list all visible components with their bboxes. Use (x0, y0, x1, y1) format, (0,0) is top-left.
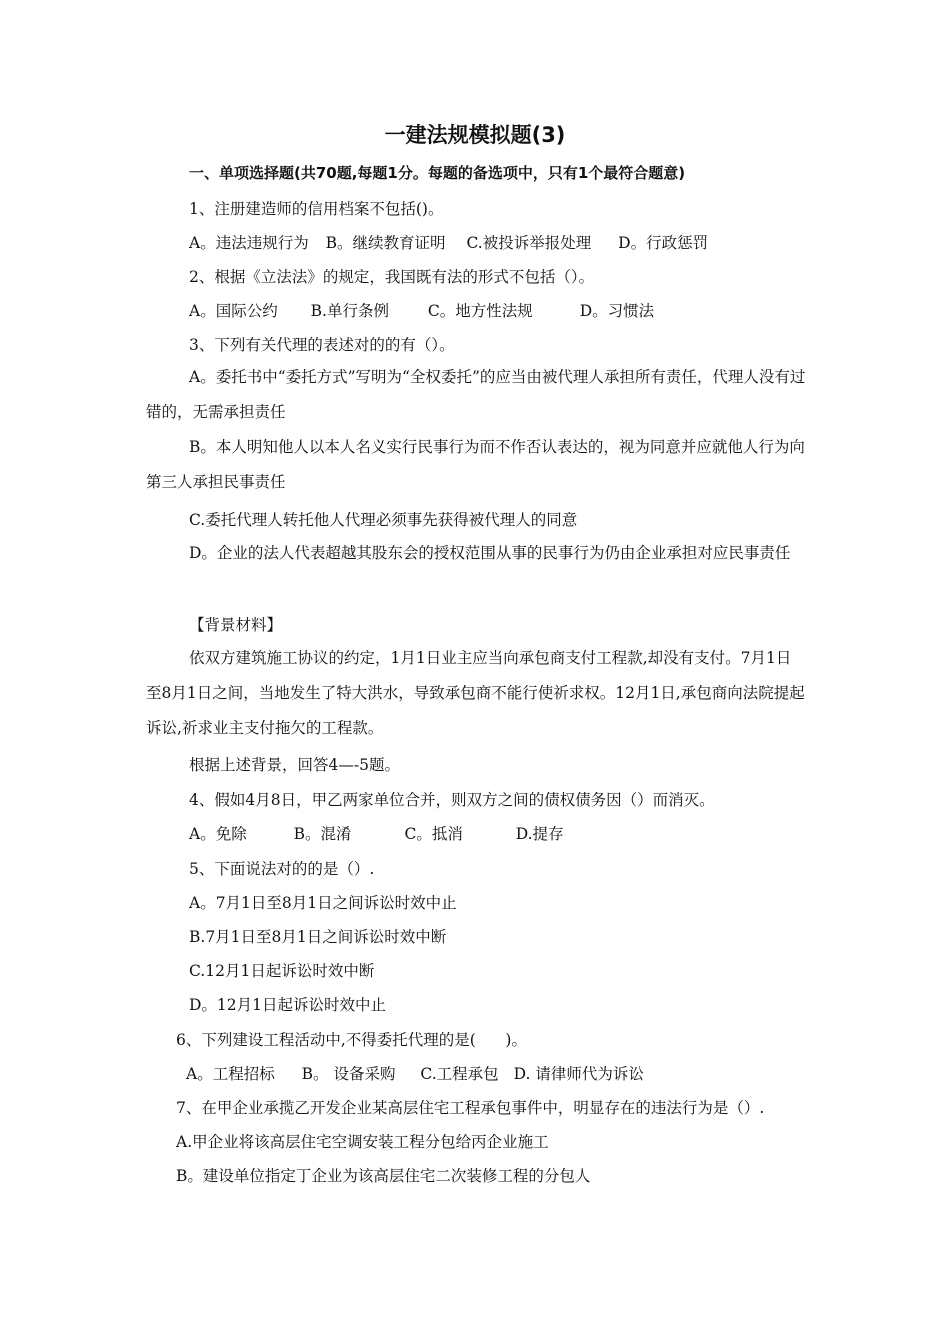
document-title: 一建法规模拟题(3) (384, 123, 566, 147)
option-b: B。 设备采购 (301, 1065, 396, 1083)
question-2-stem: 2、根据《立法法》的规定，我国既有法的形式不包括（）。 (189, 268, 595, 286)
option-b: B。混淆 (293, 825, 352, 843)
option-d: D。行政惩罚 (618, 234, 709, 252)
option-d: D。习惯法 (579, 302, 655, 320)
question-3-stem: 3、下列有关代理的表述对的的有（）。 (189, 336, 455, 354)
question-1-options (189, 231, 708, 255)
option-d: D.提存 (515, 825, 564, 843)
option-a: A。免除 (189, 825, 247, 843)
option-a: A。违法违规行为 (189, 234, 309, 252)
section-heading: 一、单项选择题(共70题,每题1分。每题的备选项中，只有1个最符合题意) (189, 164, 686, 182)
question-5-option-d: D。12月1日起诉讼时效中止 (189, 996, 387, 1014)
background-text: 依双方建筑施工协议的约定，1月1日业主应当向承包商支付工程款,却没有支付。7月1日至8月1日之间，当地发生了特大洪水，导致承包商不能行使祈求权。12月1日,承包商向法院提起诉讼,祈求业主支付拖欠的工程款。 (146, 649, 805, 737)
question-7-option-b: B。建设单位指定丁企业为该高层住宅二次装修工程的分包人 (176, 1167, 591, 1185)
option-c: C。地方性法规 (427, 302, 533, 320)
question-3-option-c: C.委托代理人转托他人代理必须事先获得被代理人的同意 (189, 511, 578, 529)
option-a: A。国际公约 (189, 302, 278, 320)
question-3-option-d: D。企业的法人代表超越其股东会的授权范围从事的民事行为仍由企业承担对应民事责任 (189, 544, 791, 562)
option-b: B.单行条例 (310, 302, 389, 320)
question-2-options (189, 299, 654, 323)
question-6-stem: 6、下列建设工程活动中,不得委托代理的是( )。 (176, 1031, 527, 1049)
option-d: D. 请律师代为诉讼 (513, 1065, 644, 1083)
question-6-options (186, 1062, 644, 1086)
background-instruction: 根据上述背景，回答4—-5题。 (189, 756, 400, 774)
question-5-stem: 5、下面说法对的的是（）. (189, 860, 375, 878)
background-heading: 【背景材料】 (189, 616, 283, 634)
question-5-option-c: C.12月1日起诉讼时效中断 (189, 962, 375, 980)
option-b: B。继续教育证明 (325, 234, 446, 252)
question-7-stem: 7、在甲企业承揽乙开发企业某高层住宅工程承包事件中，明显存在的违法行为是（）. (176, 1099, 765, 1117)
option-c: C.工程承包 (420, 1065, 499, 1083)
question-7-option-a: A.甲企业将该高层住宅空调安装工程分包给丙企业施工 (176, 1133, 549, 1151)
option-c: C.被投诉举报处理 (466, 234, 592, 252)
question-4-stem: 4、假如4月8日，甲乙两家单位合并，则双方之间的债权债务因（）而消灭。 (189, 791, 715, 809)
option-c: C。抵消 (404, 825, 463, 843)
question-3-option-b: B。本人明知他人以本人名义实行民事行为而不作否认表达的，视为同意并应就他人行为向第三人承担民事责任 (146, 438, 805, 491)
question-4-options (189, 822, 564, 846)
question-1-stem: 1、注册建造师的信用档案不包括()。 (189, 200, 444, 218)
question-5-option-b: B.7月1日至8月1日之间诉讼时效中断 (189, 928, 447, 946)
option-a: A。工程招标 (186, 1065, 275, 1083)
question-3-option-a: A。委托书中“委托方式”写明为“全权委托”的应当由被代理人承担所有责任，代理人没有过错的，无需承担责任 (146, 368, 806, 421)
question-5-option-a: A。7月1日至8月1日之间诉讼时效中止 (189, 894, 457, 912)
